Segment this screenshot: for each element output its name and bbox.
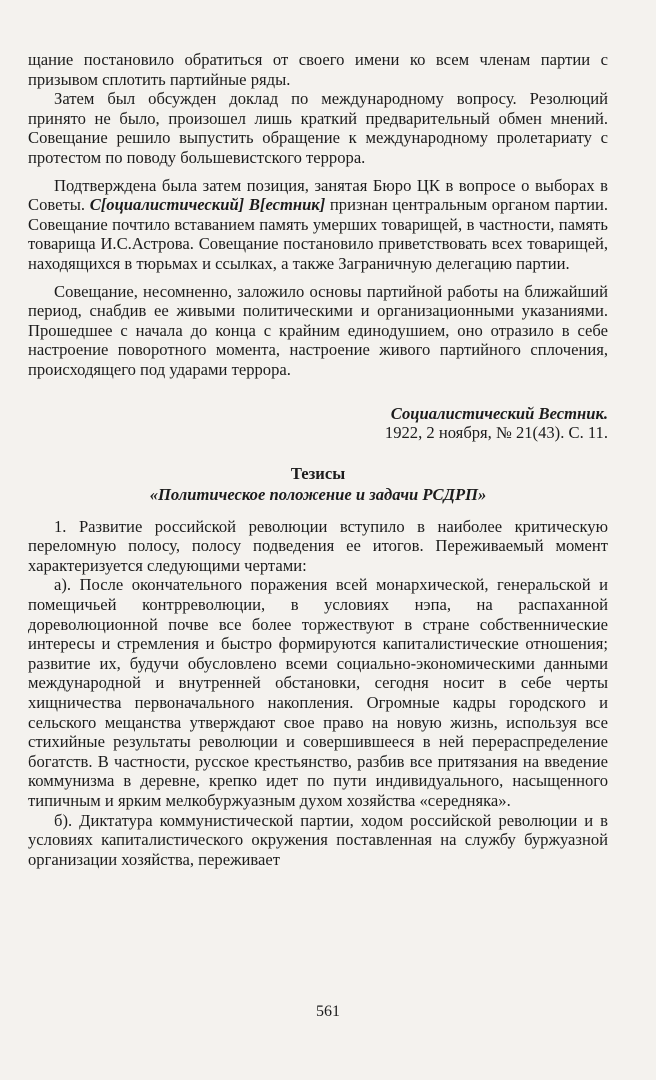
- thesis-1: 1. Развитие российской революции вступило в наиболее критическую переломную полосу, полосу подведения ее итогов. Переживаемый момент характеризуется следующими чертами:: [28, 516, 608, 575]
- paragraph-3-end: признан центральным органом партии. Совещание почтило вставанием память умерших товарищей, в частности, память товарища И.С.Астрова. Совещание постановило приветствовать всех товарищей, находящихся в тюрьмах и ссылках, а также Заграничную делегацию партии.: [28, 195, 608, 273]
- source-journal: Социалистический Вестник.: [390, 403, 608, 423]
- paragraph-3-start: Подтверждена была затем позиция, занятая Бюро ЦК в вопросе о выборах в Советы.: [28, 175, 608, 215]
- paragraph-3: [28, 176, 608, 274]
- paragraph-2: Затем был обсужден доклад по международному вопросу. Резолюций принято не было, произошел лишь краткий предварительный обмен мнений. Совещание решило выпустить обращение к международному пролетариату с протестом по поводу большевистского террора.: [28, 89, 608, 167]
- heading-subtitle: «Политическое положение и задачи РСДРП»: [149, 484, 487, 504]
- heading-title: Тезисы: [290, 463, 346, 483]
- section-heading: [28, 463, 608, 505]
- newspaper-title-emphasis: С[оциалистический] В[естник]: [89, 195, 326, 215]
- paragraph-4: Совещание, несомненно, заложило основы партийной работы на ближайший период, снабдив ее живыми политическими и организационными указаниями. Прошедшее с начала до конца с крайним единодушием, оно отразило в себе настроение поворотного момента, настроение живого партийного сплочения, происходящего под ударами террора.: [28, 281, 608, 379]
- page-number: 561: [316, 1003, 340, 1020]
- source-details: 1922, 2 ноября, № 21(43). С. 11.: [384, 423, 608, 443]
- thesis-1a: а). После окончательного поражения всей монархической, генеральской и помещичьей контрреволюции, в условиях нэпа, на распаханной дореволюционной почве все более торжествуют в стране собственнические интересы и стремления и быстро формируются капиталистические отношения; развитие их, будучи обусловлено всеми социально-экономическими данными международной и внутренней обстановки, сегодня носит в себе черты хищничества первоначального накопления. Огромные кадры городского и сельского мещанства утверждают свое право на новую жизнь, используя все стихийные результаты революции и совершившееся в ней перераспределение богатств. В частности, русское крестьянство, разбив все притязания на введение коммунизма в деревне, крепко идет по пути индивидуального, насыщенного типичным и ярким мелкобуржуазным духом хозяйства «середняка».: [28, 575, 608, 810]
- source-citation: [28, 404, 608, 443]
- body-text: [28, 50, 608, 380]
- theses-text: [28, 517, 608, 870]
- thesis-1b: б). Диктатура коммунистической партии, ходом российской революции и в условиях капиталистического окружения поставленная на службу буржуазной организации хозяйства, переживает: [28, 810, 608, 869]
- paragraph-1: щание постановило обратиться от своего имени ко всем членам партии с призывом сплотить партийные ряды.: [28, 50, 608, 89]
